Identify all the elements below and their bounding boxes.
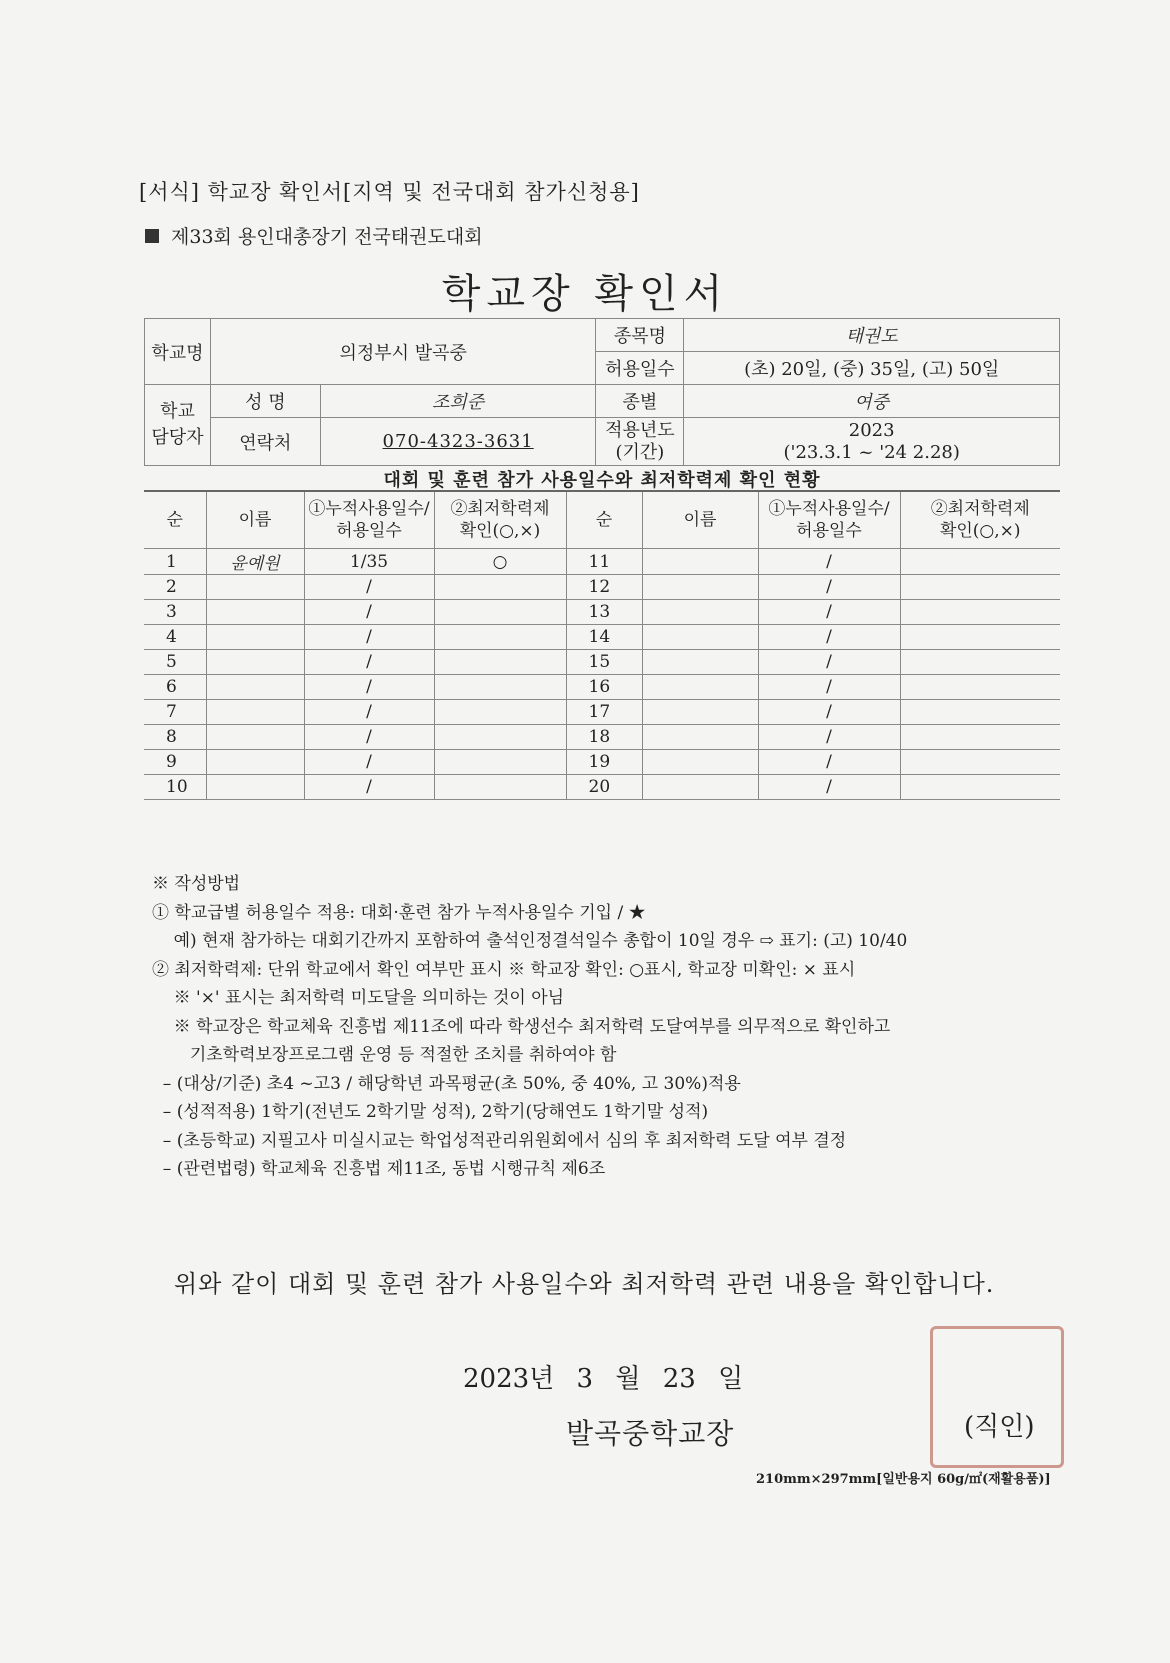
cell-check bbox=[434, 575, 566, 600]
cell-days: / bbox=[304, 700, 434, 725]
year-value: 2023 bbox=[848, 419, 895, 441]
cell-days: / bbox=[758, 549, 900, 575]
cell-check bbox=[900, 549, 1060, 575]
cell-no: 2 bbox=[144, 575, 206, 600]
cell-days: / bbox=[304, 675, 434, 700]
note-line: ② 최저학력제: 단위 학교에서 확인 여부만 표시 ※ 학교장 확인: ○표시, 학교장 미확인: × 표시 bbox=[152, 959, 856, 980]
name-label: 성 명 bbox=[210, 385, 320, 418]
section-title: 대회 및 훈련 참가 사용일수와 최저학력제 확인 현황 bbox=[383, 470, 821, 491]
confirmation-statement: 위와 같이 대회 및 훈련 참가 사용일수와 최저학력 관련 내용을 확인합니다. bbox=[174, 1270, 995, 1298]
note-line: – (관련법령) 학교체육 진흥법 제11조, 동법 시행규칙 제6조 bbox=[152, 1159, 606, 1179]
cell-name bbox=[642, 549, 758, 575]
cell-check bbox=[434, 725, 566, 750]
cell-no: 5 bbox=[144, 650, 206, 675]
cell-check bbox=[900, 750, 1060, 775]
note-line: ※ '×' 표시는 최저학력 미도달을 의미하는 것이 아님 bbox=[152, 988, 565, 1008]
note-line: – (대상/기준) 초4 ~고3 / 해당학년 과목평균(초 50%, 중 40%, 고 30%)적용 bbox=[152, 1073, 741, 1094]
cell-check bbox=[434, 625, 566, 650]
header-check: ②최저학력제 확인(○,×) bbox=[900, 491, 1060, 549]
period-value: ('23.3.1 ~ '24 2.28) bbox=[783, 441, 960, 463]
cell-check bbox=[900, 725, 1060, 750]
table-row bbox=[144, 650, 1060, 675]
cell-days: / bbox=[758, 600, 900, 625]
cell-name bbox=[642, 675, 758, 700]
cell-no: 10 bbox=[144, 775, 206, 800]
cell-days: / bbox=[758, 675, 900, 700]
cell-name bbox=[642, 575, 758, 600]
cell-name bbox=[642, 775, 758, 800]
table-row bbox=[144, 575, 1060, 600]
cell-check bbox=[434, 700, 566, 725]
category-value: 여중 bbox=[684, 385, 1060, 418]
cell-name bbox=[642, 725, 758, 750]
cell-days: / bbox=[304, 750, 434, 775]
header-no: 순 bbox=[144, 491, 206, 549]
competition-name: 제33회 용인대총장기 전국태권도대회 bbox=[171, 226, 483, 248]
table-row bbox=[144, 675, 1060, 700]
cell-name bbox=[206, 650, 304, 675]
cell-days: / bbox=[758, 725, 900, 750]
note-line: ※ 작성방법 bbox=[152, 874, 241, 894]
cell-name bbox=[206, 725, 304, 750]
paper-spec-footer: 210mm×297mm[일반용지 60g/㎡(재활용품)] bbox=[756, 1472, 1051, 1487]
cell-check bbox=[434, 775, 566, 800]
cell-check bbox=[900, 575, 1060, 600]
contact-cell bbox=[320, 418, 596, 466]
table-row bbox=[144, 549, 1060, 575]
cell-days: / bbox=[304, 650, 434, 675]
cell-check bbox=[900, 775, 1060, 800]
header-check: ②최저학력제 확인(○,×) bbox=[434, 491, 566, 549]
cell-days: / bbox=[758, 700, 900, 725]
cell-name bbox=[642, 700, 758, 725]
official-seal bbox=[930, 1326, 1060, 1464]
note-line: ① 학교급별 허용일수 적용: 대회·훈련 참가 누적사용일수 기입 / ★ bbox=[152, 902, 646, 923]
table-row bbox=[144, 725, 1060, 750]
allowed-days-label: 허용일수 bbox=[596, 352, 684, 385]
cell-days: / bbox=[758, 650, 900, 675]
cell-name bbox=[206, 575, 304, 600]
sport-value: 태권도 bbox=[684, 319, 1060, 352]
cell-days: / bbox=[304, 725, 434, 750]
cell-no: 18 bbox=[566, 725, 642, 750]
cell-days: / bbox=[758, 775, 900, 800]
table-row bbox=[144, 600, 1060, 625]
cell-days: / bbox=[758, 625, 900, 650]
cell-days: / bbox=[304, 625, 434, 650]
cell-days: / bbox=[758, 575, 900, 600]
cell-days: / bbox=[304, 600, 434, 625]
cell-no: 13 bbox=[566, 600, 642, 625]
cell-days: / bbox=[758, 750, 900, 775]
header-name: 이름 bbox=[206, 491, 304, 549]
cell-no: 19 bbox=[566, 750, 642, 775]
cell-no: 4 bbox=[144, 625, 206, 650]
contact-label: 연락처 bbox=[210, 418, 320, 466]
cell-no: 12 bbox=[566, 575, 642, 600]
cell-check bbox=[900, 650, 1060, 675]
form-label: [서식] 학교장 확인서[지역 및 전국대회 참가신청용] bbox=[139, 180, 640, 204]
cell-name bbox=[642, 650, 758, 675]
school-value: 의정부시 발곡중 bbox=[210, 319, 596, 385]
document-title: 학교장 확인서 bbox=[441, 271, 729, 317]
cell-no: 15 bbox=[566, 650, 642, 675]
allowed-days-value: (초) 20일, (중) 35일, (고) 50일 bbox=[684, 352, 1060, 385]
seal-stamp bbox=[930, 1326, 1064, 1468]
cell-no: 11 bbox=[566, 549, 642, 575]
cell-name: 윤예원 bbox=[206, 549, 304, 575]
table-row bbox=[144, 750, 1060, 775]
cell-name bbox=[206, 775, 304, 800]
header-name: 이름 bbox=[642, 491, 758, 549]
cell-no: 3 bbox=[144, 600, 206, 625]
cell-check bbox=[900, 700, 1060, 725]
manager-label: 학교 담당자 bbox=[145, 385, 211, 466]
cell-check bbox=[900, 675, 1060, 700]
signer-title: 발곡중학교장 bbox=[566, 1417, 735, 1450]
square-bullet-icon bbox=[145, 229, 159, 243]
cell-no: 16 bbox=[566, 675, 642, 700]
header-days: ①누적사용일수/ 허용일수 bbox=[304, 491, 434, 549]
cell-name bbox=[206, 750, 304, 775]
cell-no: 7 bbox=[144, 700, 206, 725]
cell-name bbox=[642, 625, 758, 650]
cell-name bbox=[206, 600, 304, 625]
cell-check bbox=[434, 750, 566, 775]
cell-no: 14 bbox=[566, 625, 642, 650]
cell-no: 9 bbox=[144, 750, 206, 775]
cell-no: 6 bbox=[144, 675, 206, 700]
cell-days: / bbox=[304, 775, 434, 800]
cell-check bbox=[434, 675, 566, 700]
cell-check bbox=[434, 650, 566, 675]
table-row bbox=[144, 625, 1060, 650]
note-line: – (성적적용) 1학기(전년도 2학기말 성적), 2학기(당해연도 1학기말 성적) bbox=[152, 1102, 709, 1122]
cell-check bbox=[434, 600, 566, 625]
cell-no: 1 bbox=[144, 549, 206, 575]
cell-no: 17 bbox=[566, 700, 642, 725]
cell-check bbox=[900, 625, 1060, 650]
cell-name bbox=[206, 700, 304, 725]
year-label: 적용년도 (기간) bbox=[596, 418, 684, 466]
cell-name bbox=[206, 675, 304, 700]
cell-days: / bbox=[304, 575, 434, 600]
cell-check: ○ bbox=[434, 549, 566, 575]
note-line: 예) 현재 참가하는 대회기간까지 포함하여 출석인정결석일수 총합이 10일 경우 ⇨ 표기: (고) 10/40 bbox=[152, 931, 908, 951]
cell-name bbox=[642, 600, 758, 625]
table-row bbox=[144, 775, 1060, 800]
table-header-row bbox=[144, 491, 1060, 549]
writing-instructions bbox=[152, 870, 907, 1184]
cell-check bbox=[900, 600, 1060, 625]
note-line: ※ 학교장은 학교체육 진흥법 제11조에 따라 학생선수 최저학력 도달여부를 의무적으로 확인하고 bbox=[152, 1016, 891, 1037]
cell-no: 8 bbox=[144, 725, 206, 750]
name-value: 조희준 bbox=[320, 385, 596, 418]
year-cell bbox=[684, 418, 1060, 466]
competition-line bbox=[145, 222, 483, 249]
header-days: ①누적사용일수/ 허용일수 bbox=[758, 491, 900, 549]
cell-no: 20 bbox=[566, 775, 642, 800]
note-line: 기초학력보장프로그램 운영 등 적절한 조치를 취하여야 함 bbox=[152, 1045, 617, 1065]
participation-table bbox=[144, 490, 1060, 800]
sport-label: 종목명 bbox=[596, 319, 684, 352]
seal-label: (직인) bbox=[964, 1412, 1035, 1442]
category-label: 종별 bbox=[596, 385, 684, 418]
header-no: 순 bbox=[566, 491, 642, 549]
school-label: 학교명 bbox=[145, 319, 211, 385]
cell-name bbox=[642, 750, 758, 775]
info-table bbox=[144, 318, 1060, 466]
note-line: – (초등학교) 지필고사 미실시교는 학업성적관리위원회에서 심의 후 최저학력 도달 여부 결정 bbox=[152, 1130, 847, 1151]
table-row bbox=[144, 700, 1060, 725]
cell-name bbox=[206, 625, 304, 650]
cell-days: 1/35 bbox=[304, 549, 434, 575]
signing-date: 2023년 3 월 23 일 bbox=[463, 1364, 744, 1394]
contact-value: 070-4323-3631 bbox=[382, 431, 534, 452]
